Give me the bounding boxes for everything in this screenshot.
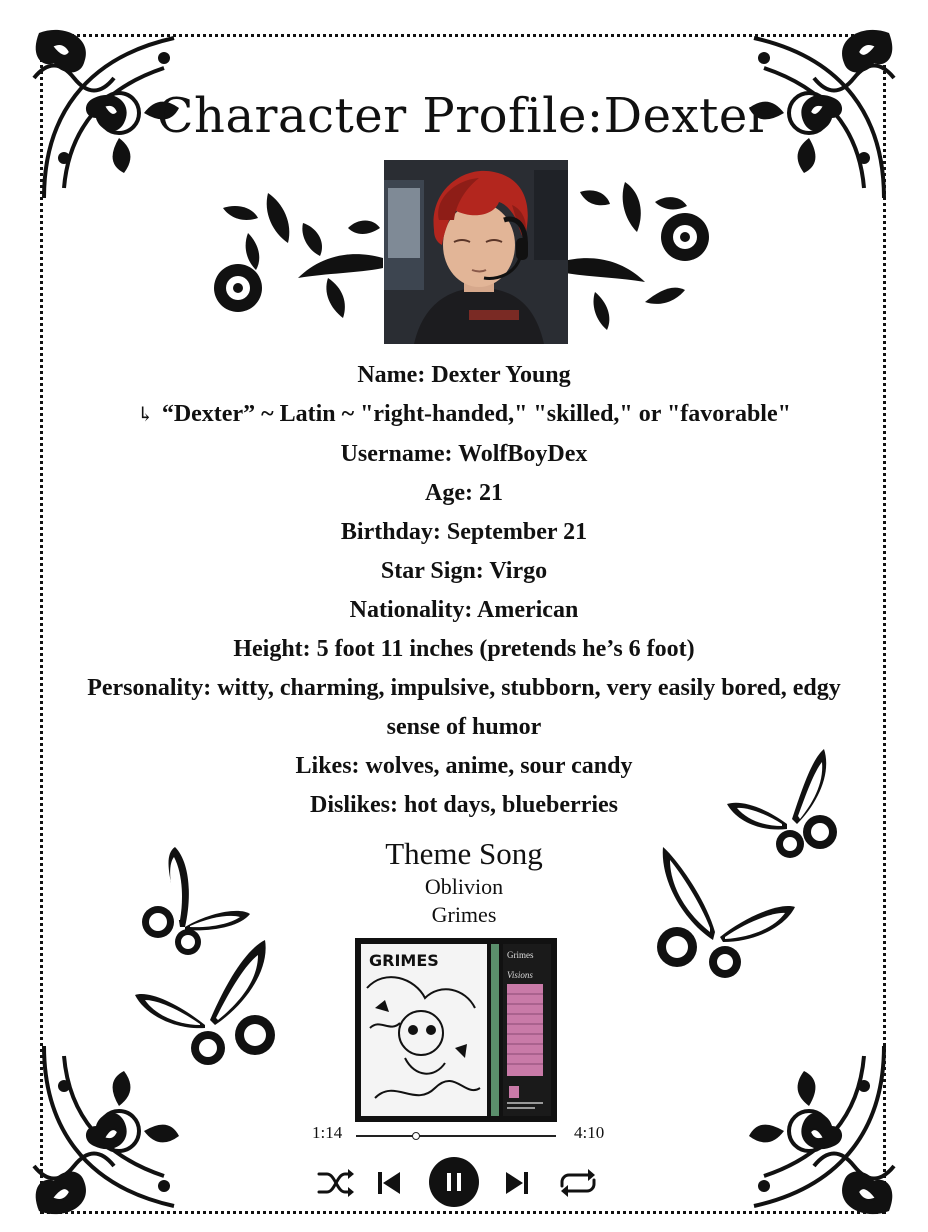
floral-ornament-right-icon — [555, 172, 720, 332]
age-line: Age: 21 — [425, 480, 503, 506]
playback-controls — [312, 1154, 612, 1210]
butterfly-icon — [130, 930, 280, 1070]
next-icon[interactable] — [504, 1170, 530, 1196]
character-portrait — [384, 160, 568, 344]
birthday-line: Birthday: September 21 — [340, 519, 588, 545]
total-time: 4:10 — [574, 1123, 605, 1142]
album-band-art-text: GRIMES — [369, 951, 439, 970]
repeat-icon[interactable] — [556, 1168, 600, 1198]
personality-line: Personality: witty, charming, impulsive, stubborn, very easily bored, edgy — [87, 675, 841, 701]
album-artist-text: Grimes — [507, 950, 534, 960]
album-title-text: Visions — [507, 970, 533, 980]
ornament-corner-bottom-right-icon — [714, 1036, 904, 1226]
nationality-line: Nationality: American — [349, 597, 579, 623]
name-line: Name: Dexter Young — [357, 362, 571, 388]
progress-bar[interactable] — [356, 1135, 556, 1137]
star-sign-line: Star Sign: Virgo — [380, 558, 548, 584]
username-line: Username: WolfBoyDex — [340, 441, 588, 467]
dislikes-line: Dislikes: hot days, blueberries — [309, 792, 618, 818]
height-line: Height: 5 foot 11 inches (pretends he’s 6 foot) — [233, 636, 695, 662]
shuffle-icon[interactable] — [316, 1168, 356, 1198]
etymology-line — [50, 395, 878, 435]
floral-ornament-left-icon — [208, 178, 398, 328]
page-title: Character Profile:Dexter — [156, 88, 772, 144]
likes-line: Likes: wolves, anime, sour candy — [295, 753, 633, 779]
current-time: 1:14 — [312, 1123, 343, 1142]
progress-knob[interactable] — [412, 1132, 420, 1140]
previous-icon[interactable] — [376, 1170, 402, 1196]
theme-song-heading: Theme Song — [385, 836, 543, 871]
pause-icon[interactable] — [428, 1156, 480, 1208]
song-artist: Grimes — [431, 902, 497, 927]
return-arrow-icon: ↳ — [137, 404, 154, 426]
album-cover — [355, 938, 557, 1122]
personality-line-continued: sense of humor — [386, 714, 542, 740]
etymology-text: “Dexter” ~ Latin ~ "right-handed," "skilled," or "favorable" — [161, 401, 791, 427]
song-title: Oblivion — [424, 874, 504, 899]
